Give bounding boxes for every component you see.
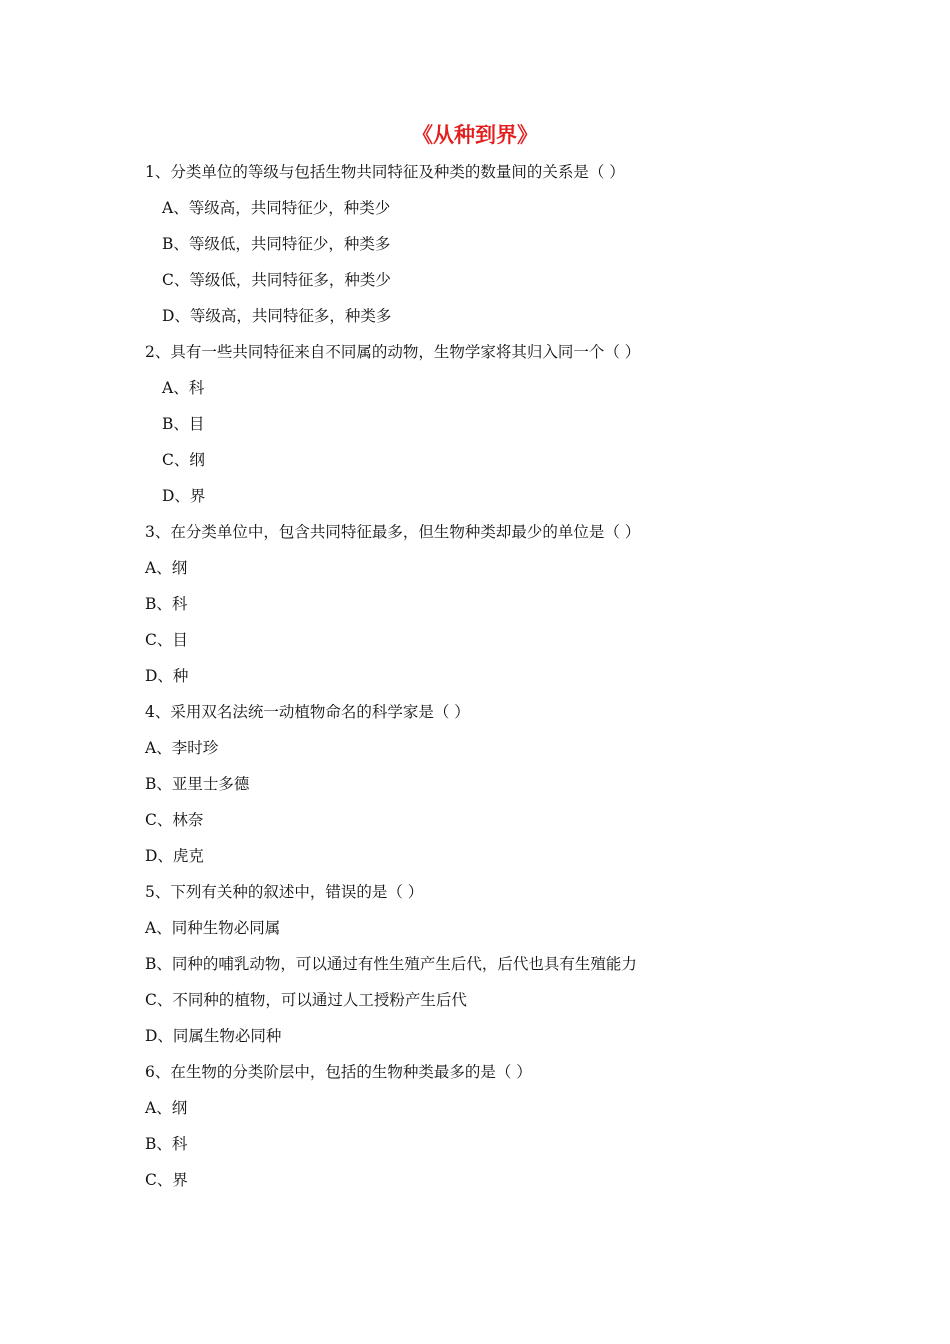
question-5: 5、下列有关种的叙述中，错误的是（ ） — [145, 883, 424, 901]
q6-option-b: B、科 — [145, 1135, 188, 1153]
q5-option-d: D、同属生物必同种 — [145, 1027, 282, 1045]
q2-option-b: B、目 — [162, 415, 205, 433]
q1-option-b: B、等级低，共同特征少，种类多 — [162, 235, 391, 253]
q5-option-c: C、不同种的植物，可以通过人工授粉产生后代 — [145, 991, 467, 1009]
q1-option-c: C、等级低，共同特征多，种类少 — [162, 271, 391, 289]
q5-option-b: B、同种的哺乳动物，可以通过有性生殖产生后代，后代也具有生殖能力 — [145, 955, 637, 973]
q2-option-c: C、纲 — [162, 451, 205, 469]
q2-option-d: D、界 — [162, 487, 206, 505]
q4-option-d: D、虎克 — [145, 847, 204, 865]
q3-option-c: C、目 — [145, 631, 188, 649]
question-2: 2、具有一些共同特征来自不同属的动物，生物学家将其归入同一个（ ） — [145, 343, 641, 361]
q4-option-a: A、李时珍 — [145, 739, 219, 757]
q1-option-d: D、等级高，共同特征多，种类多 — [162, 307, 392, 325]
q6-option-a: A、纲 — [145, 1099, 188, 1117]
q3-option-d: D、种 — [145, 667, 189, 685]
q3-option-b: B、科 — [145, 595, 188, 613]
q1-option-a: A、等级高，共同特征少，种类少 — [162, 199, 391, 217]
q4-option-b: B、亚里士多德 — [145, 775, 250, 793]
q3-option-a: A、纲 — [145, 559, 188, 577]
page-title: 《从种到界》 — [412, 123, 538, 147]
q5-option-a: A、同种生物必同属 — [145, 919, 281, 937]
q4-option-c: C、林奈 — [145, 811, 204, 829]
question-4: 4、采用双名法统一动植物命名的科学家是（ ） — [145, 703, 470, 721]
question-1: 1、分类单位的等级与包括生物共同特征及种类的数量间的关系是（ ） — [145, 163, 625, 181]
q6-option-c: C、界 — [145, 1171, 188, 1189]
question-6: 6、在生物的分类阶层中，包括的生物种类最多的是（ ） — [145, 1063, 532, 1081]
question-3: 3、在分类单位中，包含共同特征最多，但生物种类却最少的单位是（ ） — [145, 523, 641, 541]
q2-option-a: A、科 — [162, 379, 205, 397]
